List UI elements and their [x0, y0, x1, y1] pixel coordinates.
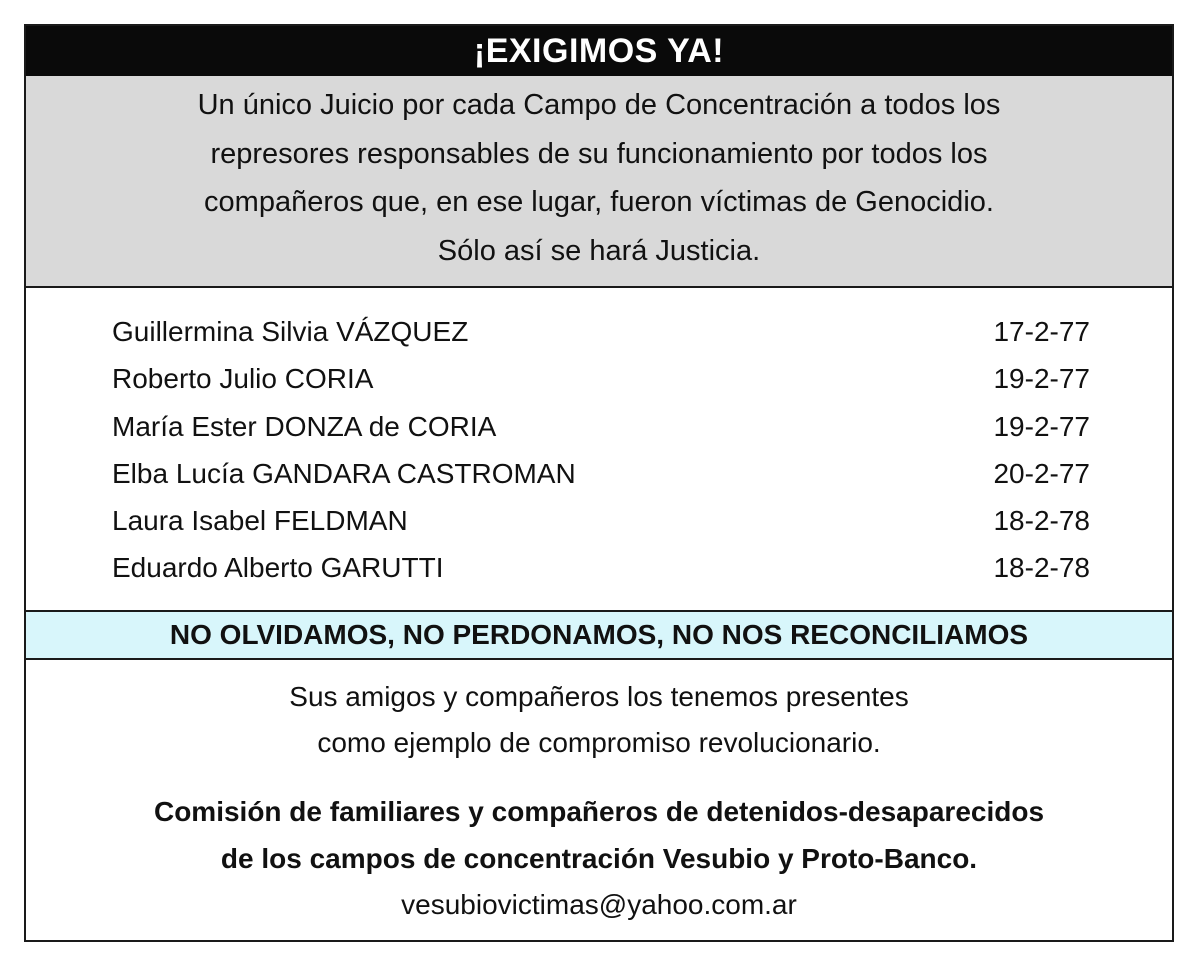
victim-name: Eduardo Alberto GARUTTI [112, 552, 444, 584]
header-title: ¡EXIGIMOS YA! [473, 31, 725, 70]
slogan-banner [26, 612, 1172, 660]
victim-name: Roberto Julio CORIA [112, 363, 374, 395]
victim-name: María Ester DONZA de CORIA [112, 410, 497, 442]
victim-row [112, 450, 1090, 497]
victim-date: 19-2-77 [993, 363, 1090, 395]
contact-email: vesubiovictimas@yahoo.com.ar [401, 889, 797, 920]
victim-row [112, 355, 1090, 402]
victims-list [26, 288, 1172, 612]
organization-name: Comisión de familiares y compañeros de detenidos-desaparecidos [153, 796, 1045, 827]
organization-name: de los campos de concentración Vesubio y Proto-Banco. [220, 843, 978, 874]
victim-name: Elba Lucía GANDARA CASTROMAN [112, 457, 576, 489]
victim-date: 18-2-78 [993, 505, 1090, 537]
slogan-text: NO OLVIDAMOS, NO PERDONAMOS, NO NOS RECONCILIAMOS [169, 619, 1029, 650]
victim-row [112, 544, 1090, 591]
organization-block [26, 788, 1172, 928]
victim-date: 19-2-77 [993, 410, 1090, 442]
demand-line: Un único Juicio por cada Campo de Concentración a todos los [197, 89, 1001, 121]
victim-date: 17-2-77 [993, 316, 1090, 347]
footer-section [26, 660, 1172, 928]
demand-section [26, 76, 1172, 288]
demand-line: Sólo así se hará Justicia. [437, 234, 761, 267]
victim-name: Guillermina Silvia VÁZQUEZ [112, 316, 469, 347]
demand-line: compañeros que, en ese lugar, fueron víctimas de Genocidio. [204, 186, 994, 218]
header-banner [26, 26, 1172, 76]
tribute-line: como ejemplo de compromiso revolucionario. [317, 727, 881, 758]
victim-row [112, 497, 1090, 544]
demand-line: represores responsables de su funcionamiento por todos los [210, 137, 988, 170]
notice-frame [24, 24, 1174, 942]
tribute-line: Sus amigos y compañeros los tenemos presentes [289, 681, 909, 712]
victim-date: 18-2-78 [993, 552, 1090, 584]
victim-row [112, 308, 1090, 355]
victim-name: Laura Isabel FELDMAN [112, 505, 408, 537]
victim-date: 20-2-77 [993, 457, 1090, 489]
victim-row [112, 403, 1090, 450]
